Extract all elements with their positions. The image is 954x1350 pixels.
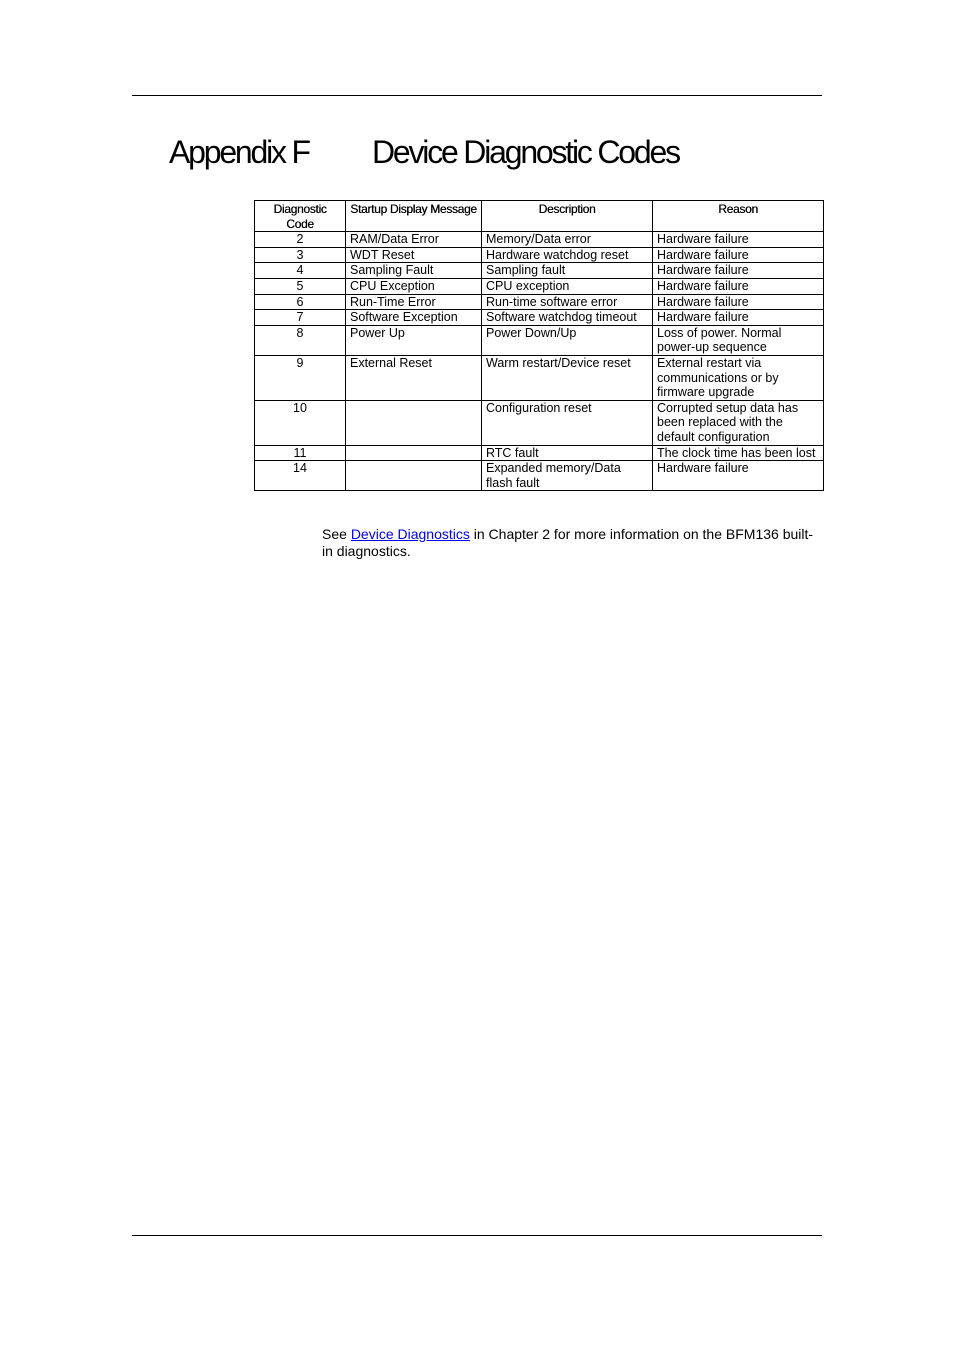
- cell-message: [346, 461, 482, 491]
- cell-message: Run-Time Error: [346, 294, 482, 310]
- cell-message: WDT Reset: [346, 247, 482, 263]
- table-row: [255, 310, 824, 326]
- cell-message: [346, 445, 482, 461]
- device-diagnostics-link[interactable]: Device Diagnostics: [350, 526, 470, 542]
- cell-description: Software watchdog timeout: [482, 310, 653, 326]
- cell-description: Warm restart/Device reset: [482, 355, 653, 400]
- cell-message: CPU Exception: [346, 278, 482, 294]
- cell-code: 6: [255, 294, 346, 310]
- cell-code: 3: [255, 247, 346, 263]
- appendix-label: Appendix F: [169, 134, 309, 170]
- header-reason: Reason: [653, 201, 824, 232]
- note-text-after: in Chapter 2 for more information on the BFM136 built-in diagnostics.: [322, 526, 814, 559]
- header-startup-display-message: Startup Display Message: [346, 201, 482, 232]
- cell-description: Configuration reset: [482, 400, 653, 445]
- appendix-title: Device Diagnostic Codes: [372, 134, 679, 170]
- see-also-note: [322, 526, 822, 559]
- cell-reason: Hardware failure: [653, 278, 824, 294]
- cell-message: Power Up: [346, 325, 482, 355]
- table-row: [255, 445, 824, 461]
- header-description: Description: [482, 201, 653, 232]
- cell-description: Memory/Data error: [482, 232, 653, 248]
- cell-message: Software Exception: [346, 310, 482, 326]
- cell-reason: Hardware failure: [653, 461, 824, 491]
- footer-rule: [132, 1235, 822, 1236]
- cell-code: 10: [255, 400, 346, 445]
- cell-code: 14: [255, 461, 346, 491]
- cell-message: [346, 400, 482, 445]
- cell-code: 8: [255, 325, 346, 355]
- table-row: [255, 247, 824, 263]
- cell-reason: Hardware failure: [653, 263, 824, 279]
- cell-description: Power Down/Up: [482, 325, 653, 355]
- cell-reason: The clock time has been lost: [653, 445, 824, 461]
- cell-code: 5: [255, 278, 346, 294]
- cell-description: Sampling fault: [482, 263, 653, 279]
- table-row: [255, 232, 824, 248]
- cell-code: 2: [255, 232, 346, 248]
- cell-description: CPU exception: [482, 278, 653, 294]
- cell-description: Run-time software error: [482, 294, 653, 310]
- table-row: [255, 461, 824, 491]
- cell-reason: Hardware failure: [653, 310, 824, 326]
- page-title: [169, 131, 679, 173]
- cell-reason: Hardware failure: [653, 294, 824, 310]
- table-row: [255, 263, 824, 279]
- header-rule: [132, 95, 822, 96]
- header-diagnostic-code: Diagnostic Code: [255, 201, 346, 232]
- table-row: [255, 294, 824, 310]
- table-row: [255, 400, 824, 445]
- cell-description: Expanded memory/Data flash fault: [482, 461, 653, 491]
- cell-message: RAM/Data Error: [346, 232, 482, 248]
- table-row: [255, 278, 824, 294]
- cell-reason: Hardware failure: [653, 247, 824, 263]
- diagnostic-codes-table: [254, 200, 824, 491]
- table-row: [255, 325, 824, 355]
- cell-description: RTC fault: [482, 445, 653, 461]
- table-header-row: [255, 201, 824, 232]
- cell-code: 7: [255, 310, 346, 326]
- cell-code: 11: [255, 445, 346, 461]
- table-row: [255, 355, 824, 400]
- cell-reason: Hardware failure: [653, 232, 824, 248]
- cell-message: External Reset: [346, 355, 482, 400]
- cell-message: Sampling Fault: [346, 263, 482, 279]
- cell-reason: Loss of power. Normal power-up sequence: [653, 325, 824, 355]
- note-text-before: See: [322, 526, 351, 542]
- cell-reason: External restart via communications or by firmware upgrade: [653, 355, 824, 400]
- cell-reason: Corrupted setup data has been replaced with the default configuration: [653, 400, 824, 445]
- cell-description: Hardware watchdog reset: [482, 247, 653, 263]
- cell-code: 4: [255, 263, 346, 279]
- cell-code: 9: [255, 355, 346, 400]
